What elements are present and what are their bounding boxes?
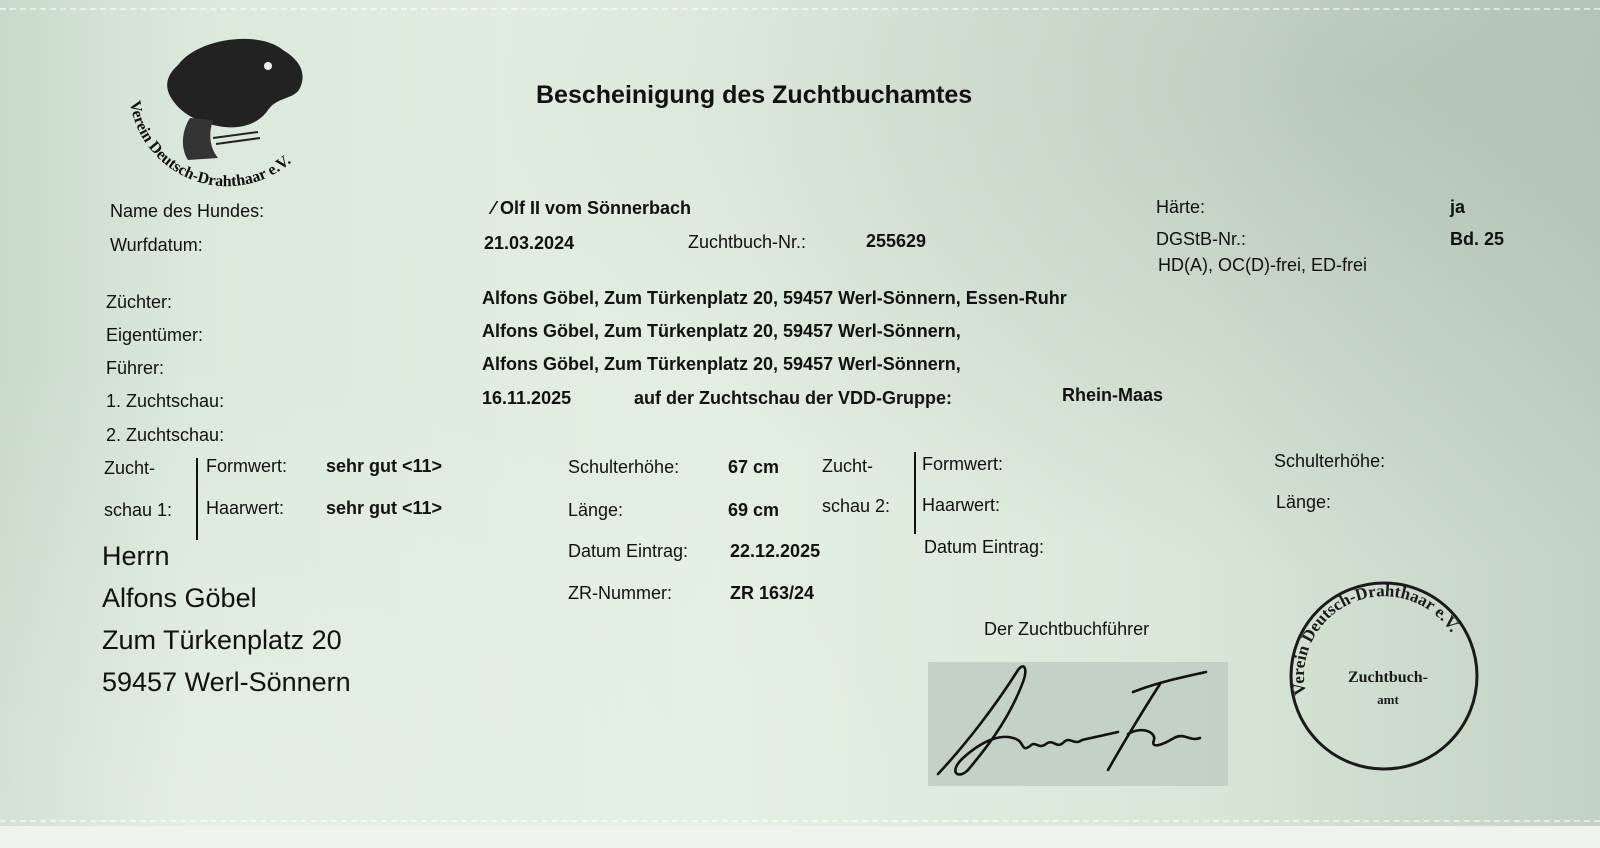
show1-block-label-1: Zucht- xyxy=(104,458,156,478)
wirehaired-dog-head-icon xyxy=(118,30,338,190)
birth-value: 21.03.2024 xyxy=(484,233,575,253)
dgstb-label: DGStB-Nr.: xyxy=(1156,229,1247,249)
dog-name-value: ⁄ Olf II vom Sönnerbach xyxy=(492,198,692,218)
show1-form-value: sehr gut <11> xyxy=(326,456,443,476)
dgstb-value: Bd. 25 xyxy=(1450,229,1505,249)
show1-date: 16.11.2025 xyxy=(482,388,572,408)
perforation-bottom xyxy=(0,820,1600,822)
studbook-label: Zuchtbuch-Nr.: xyxy=(688,232,807,252)
logo-ring-text: Verein Deutsch-Drahthaar e.V. xyxy=(125,99,295,190)
haerte-label: Härte: xyxy=(1156,197,1206,217)
show1-height-value: 67 cm xyxy=(728,457,780,477)
address-name: Alfons Göbel xyxy=(102,583,257,613)
show1-form-label: Formwert: xyxy=(206,456,287,476)
show1-group: Rhein-Maas xyxy=(1062,385,1164,405)
show1-length-label: Länge: xyxy=(568,500,624,520)
birth-label: Wurfdatum: xyxy=(110,235,203,255)
stamp-center-line-2: amt xyxy=(1377,692,1399,707)
haerte-value: ja xyxy=(1450,197,1466,217)
stamp-center-line-1: Zuchtbuch- xyxy=(1347,669,1429,686)
health-results: HD(A), OC(D)-frei, ED-frei xyxy=(1158,255,1367,275)
show2-hair-label: Haarwert: xyxy=(922,495,1001,515)
show2-divider xyxy=(914,452,916,534)
breeder-value: Alfons Göbel, Zum Türkenplatz 20, 59457 Werl-Sönnern, Essen-Ruhr xyxy=(482,288,1067,308)
show1-text: auf der Zuchtschau der VDD-Gruppe: xyxy=(634,388,953,408)
dog-name-label: Name des Hundes: xyxy=(110,201,265,221)
signature-area xyxy=(928,662,1228,786)
signature-caption: Der Zuchtbuchführer xyxy=(984,619,1150,639)
handler-label: Führer: xyxy=(106,358,165,378)
show1-hair-value: sehr gut <11> xyxy=(326,498,443,518)
show2-form-label: Formwert: xyxy=(922,454,1003,474)
show1-height-label: Schulterhöhe: xyxy=(568,457,680,477)
show1-hair-label: Haarwert: xyxy=(206,498,285,518)
show1-label: 1. Zuchtschau: xyxy=(106,391,225,411)
handwritten-signature xyxy=(928,662,1228,786)
owner-value: Alfons Göbel, Zum Türkenplatz 20, 59457 Werl-Sönnern, xyxy=(482,321,961,341)
show1-zr-label: ZR-Nummer: xyxy=(568,583,672,603)
show2-block-label-2: schau 2: xyxy=(822,496,891,516)
show2-label: 2. Zuchtschau: xyxy=(106,425,225,445)
breeder-label: Züchter: xyxy=(106,292,173,312)
perforation-top xyxy=(0,8,1600,10)
show2-entry-label: Datum Eintrag: xyxy=(924,537,1045,557)
address-street: Zum Türkenplatz 20 xyxy=(102,625,342,655)
show1-zr-value: ZR 163/24 xyxy=(730,583,815,603)
paper-bottom-edge xyxy=(0,826,1600,848)
official-stamp xyxy=(1284,576,1484,776)
show2-length-label: Länge: xyxy=(1276,492,1332,512)
show1-block-label-2: schau 1: xyxy=(104,500,173,520)
address-salutation: Herrn xyxy=(102,541,170,571)
page-title: Bescheinigung des Zuchtbuchamtes xyxy=(536,81,973,109)
show1-entry-value: 22.12.2025 xyxy=(730,541,821,561)
studbook-value: 255629 xyxy=(866,231,927,251)
address-city: 59457 Werl-Sönnern xyxy=(102,667,351,697)
stamp-ring-text: Verein Deutsch-Drahthaar e.V. xyxy=(1288,581,1464,697)
show2-block-label-1: Zucht- xyxy=(822,456,874,476)
show1-entry-label: Datum Eintrag: xyxy=(568,541,689,561)
show1-divider xyxy=(196,458,198,540)
handler-value: Alfons Göbel, Zum Türkenplatz 20, 59457 Werl-Sönnern, xyxy=(482,354,961,374)
show1-length-value: 69 cm xyxy=(728,500,780,520)
show2-height-label: Schulterhöhe: xyxy=(1274,451,1386,471)
owner-label: Eigentümer: xyxy=(106,325,204,345)
